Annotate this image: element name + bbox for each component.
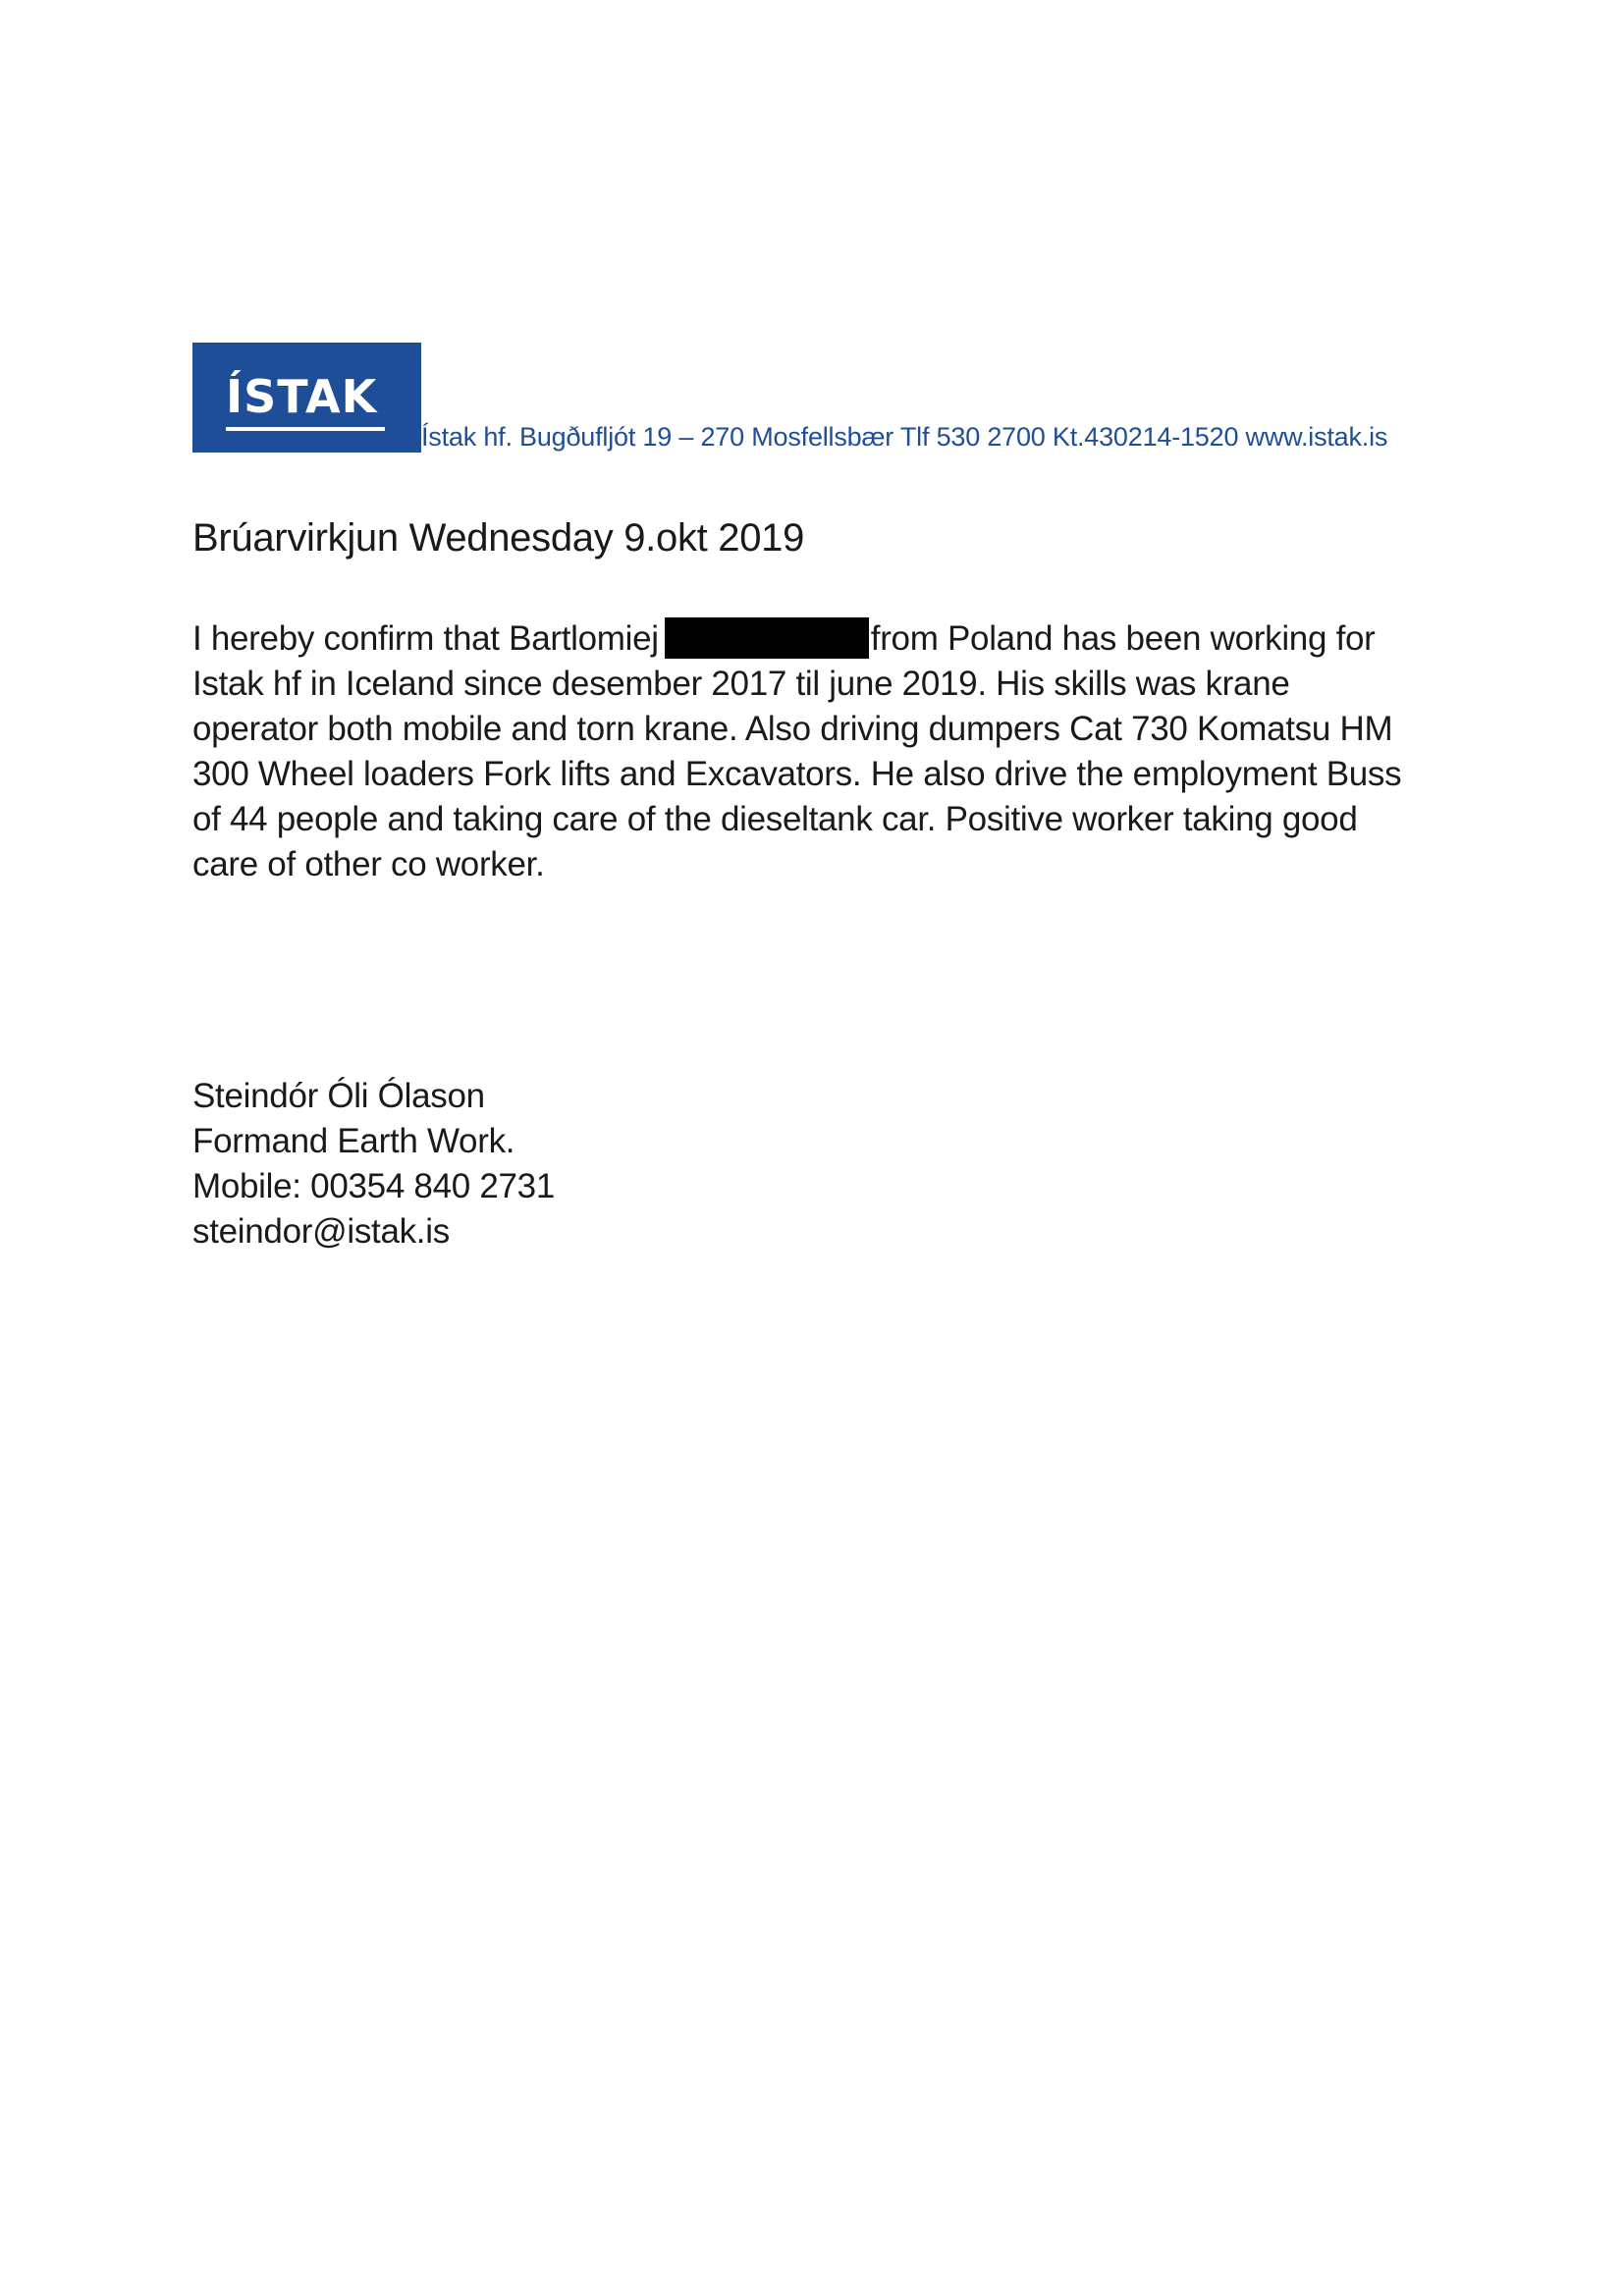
istak-logo: [192, 343, 421, 453]
place-date-line: Brúarvirkjun Wednesday 9.okt 2019: [192, 516, 805, 560]
body-line-5: of 44 people and taking care of the dieseltank car. Positive worker taking good: [192, 800, 1358, 838]
body-line-1: [192, 616, 1449, 662]
signatory-title: Formand Earth Work.: [192, 1122, 515, 1160]
letterhead: [192, 343, 1387, 453]
body-line-4: 300 Wheel loaders Fork lifts and Excavators. He also drive the employment Buss: [192, 755, 1402, 793]
body-line-3: operator both mobile and torn krane. Also driving dumpers Cat 730 Komatsu HM: [192, 710, 1393, 748]
body-line-2: Istak hf in Iceland since desember 2017 til june 2019. His skills was krane: [192, 665, 1290, 703]
letter-body: [192, 616, 1449, 887]
redaction-block: [665, 617, 869, 659]
body-line-1-end: from Poland has been working for: [870, 619, 1376, 658]
body-line-1-start: I hereby confirm that Bartlomiej: [192, 619, 659, 658]
logo-text: ÍSTAK: [226, 370, 378, 423]
signatory-name: Steindór Óli Ólason: [192, 1077, 485, 1115]
signature-block: [192, 1074, 555, 1255]
body-line-6: care of other co worker.: [192, 845, 545, 883]
signatory-email: steindor@istak.is: [192, 1212, 450, 1251]
logo-underline: [226, 427, 385, 431]
signatory-mobile: Mobile: 00354 840 2731: [192, 1167, 555, 1205]
company-address-line: Ístak hf. Bugðufljót 19 – 270 Mosfellsbær Tlf 530 2700 Kt.430214-1520 www.istak.is: [421, 422, 1388, 452]
